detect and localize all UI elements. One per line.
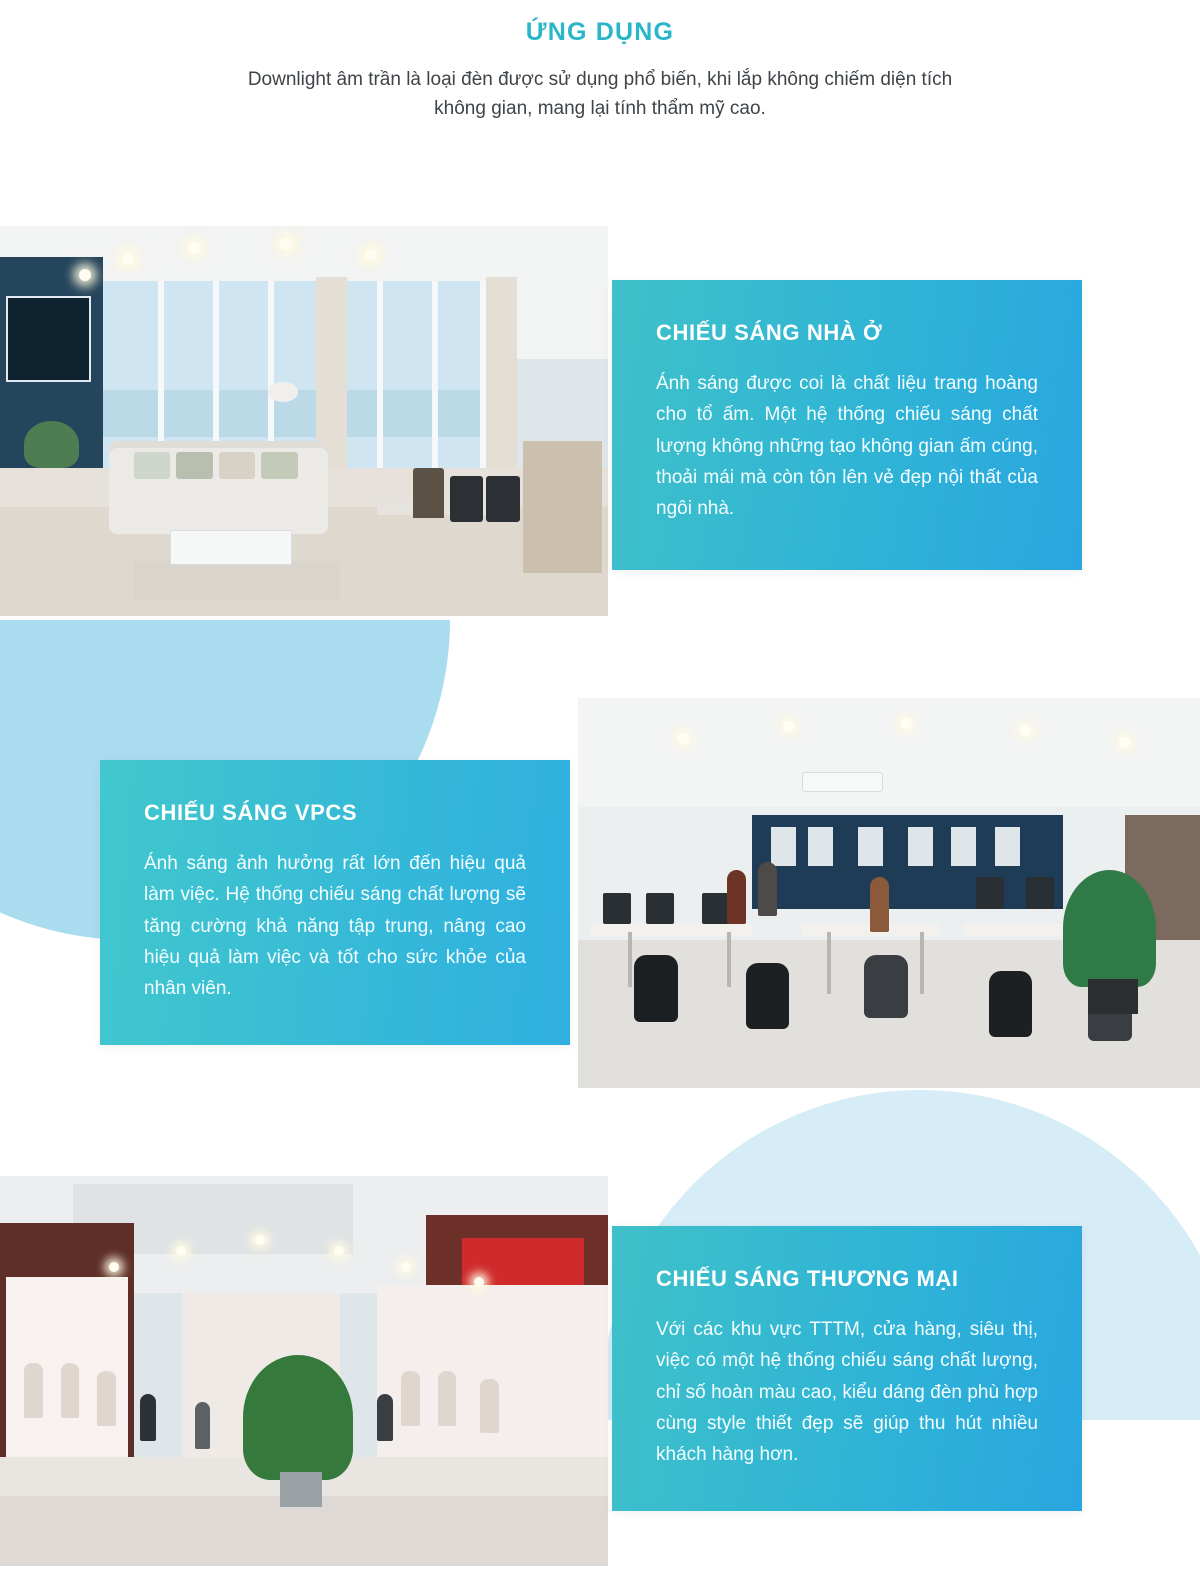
commercial-card-title: CHIẾU SÁNG THƯƠNG MẠI — [656, 1266, 959, 1291]
residential-card-body: Ánh sáng được coi là chất liệu trang hoàng cho tổ ấm. Một hệ thống chiếu sáng chất lượng không những tạo không gian ấm cúng, thoải mái mà còn tôn lên vẻ đẹp nội thất của ngôi nhà. — [656, 373, 1038, 520]
office-photo — [578, 698, 1200, 1088]
office-card-body: Ánh sáng ảnh hưởng rất lớn đến hiệu quả làm việc. Hệ thống chiếu sáng chất lượng sẽ tăng cường khả năng tập trung, nâng cao hiệu quả làm việc và tốt cho sức khỏe của nhân viên. — [144, 853, 526, 1000]
commercial-card — [612, 1226, 1082, 1511]
residential-photo — [0, 226, 608, 616]
residential-card — [612, 280, 1082, 570]
office-card — [100, 760, 570, 1045]
page-header — [0, 0, 1200, 124]
residential-card-title: CHIẾU SÁNG NHÀ Ở — [656, 320, 883, 345]
commercial-card-body: Với các khu vực TTTM, cửa hàng, siêu thị, việc có một hệ thống chiếu sáng chất lượng, chỉ số hoàn màu cao, kiểu dáng đèn phù hợp cùng style thiết đẹp sẽ giúp thu hút nhiều khách hàng hơn. — [656, 1319, 1038, 1466]
page-subtitle: Downlight âm trần là loại đèn được sử dụng phổ biến, khi lắp không chiếm diện tích không gian, mang lại tính thẩm mỹ cao. — [247, 69, 953, 120]
page-title: ỨNG DỤNG — [525, 18, 675, 46]
commercial-photo — [0, 1176, 608, 1566]
office-card-title: CHIẾU SÁNG VPCS — [144, 800, 358, 825]
